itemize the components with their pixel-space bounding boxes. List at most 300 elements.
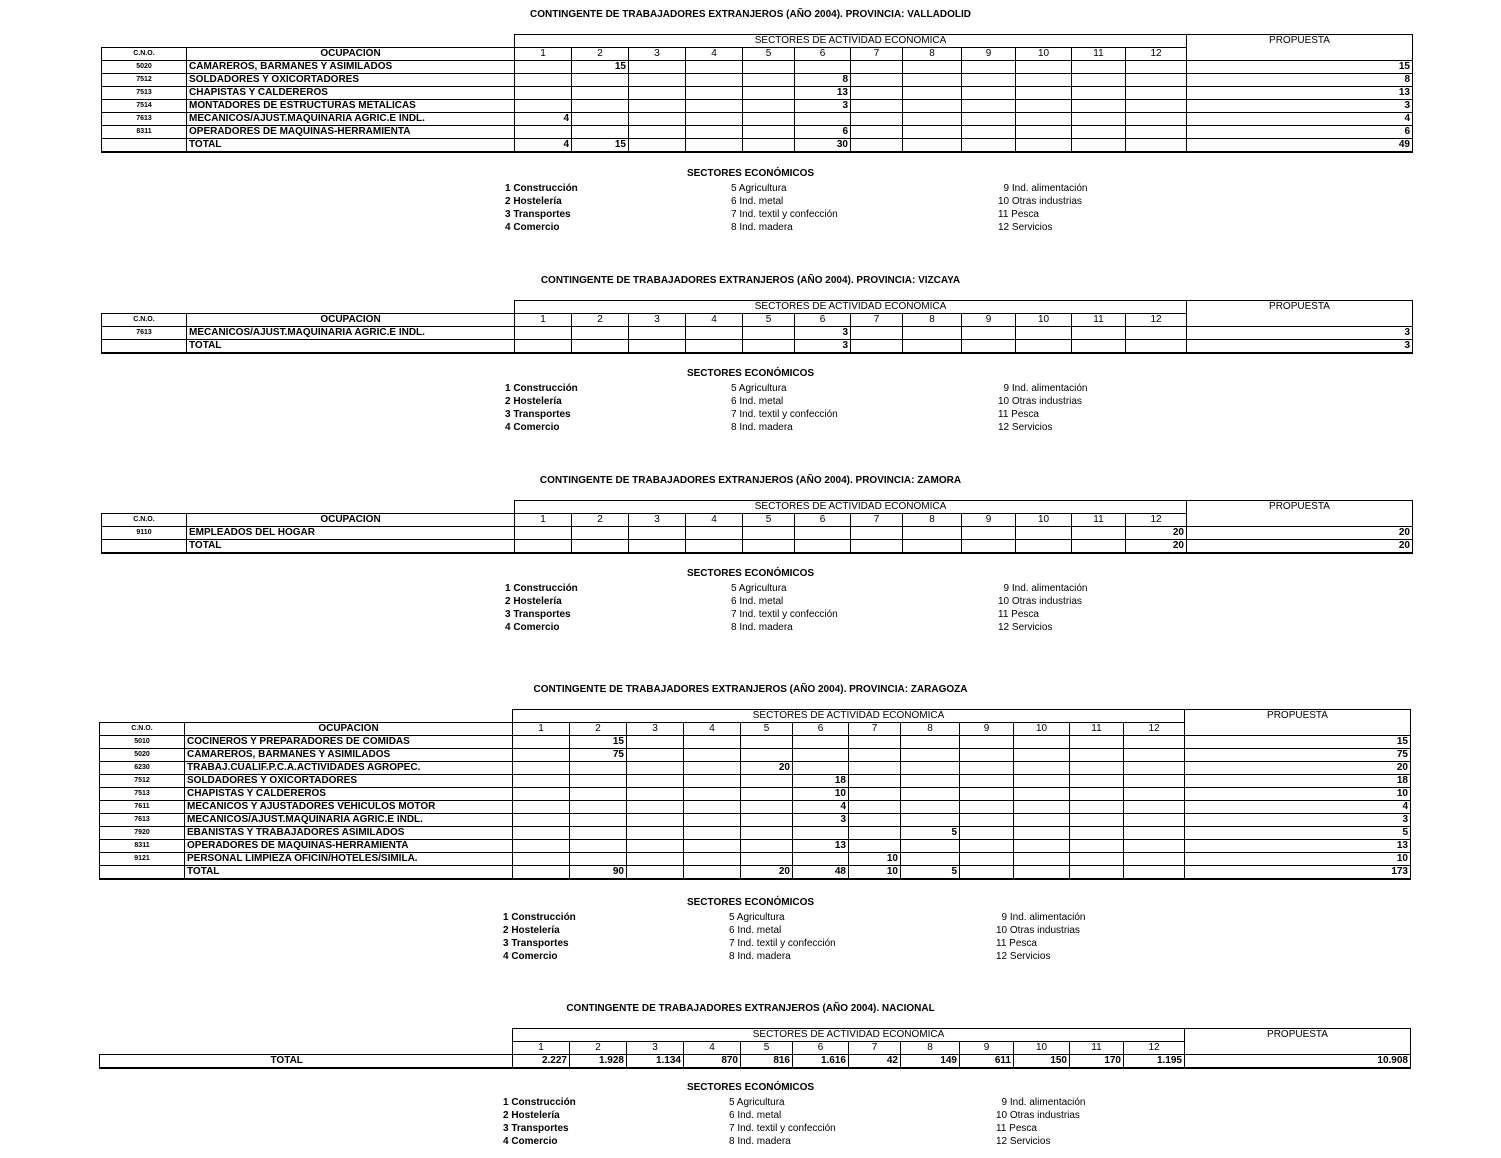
cno-code: 7613	[100, 814, 185, 827]
total-sector-value	[1072, 139, 1126, 153]
sector-value	[743, 113, 795, 126]
sector-value	[1014, 775, 1070, 788]
total-sector-value	[515, 340, 572, 354]
cno-code: 8311	[102, 126, 187, 139]
sector-value	[1014, 814, 1070, 827]
total-sector-value: 42	[849, 1055, 901, 1069]
occupation-name: PERSONAL LIMPIEZA OFICIN/HOTELES/SIMILA.	[185, 853, 513, 866]
occupation-name: SOLDADORES Y OXICORTADORES	[185, 775, 513, 788]
cno-code: 7613	[102, 113, 187, 126]
sector-value	[1016, 74, 1072, 87]
section-title: CONTINGENTE DE TRABAJADORES EXTRANJEROS (AÑO 2004). PROVINCIA: VIZCAYA	[540, 275, 961, 286]
sector-value	[960, 801, 1014, 814]
sector-value	[903, 74, 962, 87]
legend-item: 2 Hostelería	[503, 925, 560, 936]
sector-number-header: 10	[1016, 514, 1072, 527]
sector-value	[962, 61, 1016, 74]
table-row	[100, 775, 1411, 788]
sector-value	[513, 749, 570, 762]
cno-code: 7513	[100, 788, 185, 801]
occupation-name: MECANICOS/AJUST.MAQUINARIA AGRIC.E INDL.	[185, 814, 513, 827]
sector-number-header: 8	[903, 514, 962, 527]
sector-value	[1070, 840, 1124, 853]
sector-number-header: 3	[627, 1042, 684, 1055]
sector-value	[962, 87, 1016, 100]
cno-header: C.N.O.	[102, 314, 187, 327]
sector-value	[1016, 87, 1072, 100]
sector-value	[1014, 762, 1070, 775]
sector-value	[1126, 126, 1187, 139]
sectors-header: SECTORES DE ACTIVIDAD ECONÓMICA	[515, 501, 1187, 514]
total-sector-value	[513, 866, 570, 880]
sector-value	[1124, 788, 1185, 801]
sector-number-header: 3	[627, 723, 684, 736]
sector-number-header: 4	[684, 1042, 741, 1055]
sector-value	[515, 527, 572, 540]
total-sector-value: 48	[793, 866, 849, 880]
sector-value	[1014, 840, 1070, 853]
sector-number-header: 4	[686, 514, 743, 527]
cno-code: 7512	[100, 775, 185, 788]
legend-item: 5 Agricultura	[729, 912, 785, 923]
section-title: CONTINGENTE DE TRABAJADORES EXTRANJEROS (AÑO 2004). PROVINCIA: ZAMORA	[539, 475, 962, 486]
total-label: TOTAL	[187, 540, 515, 554]
sector-value	[686, 113, 743, 126]
sector-number-header: 2	[570, 1042, 627, 1055]
legend-column	[998, 182, 1088, 234]
sector-value	[572, 74, 629, 87]
total-sector-value	[1126, 340, 1187, 354]
occupation-name: OPERADORES DE MAQUINAS-HERRAMIENTA	[185, 840, 513, 853]
section-title: CONTINGENTE DE TRABAJADORES EXTRANJEROS (AÑO 2004). PROVINCIA: VALLADOLID	[530, 9, 971, 20]
sector-value	[960, 775, 1014, 788]
sector-number-header: 5	[741, 1042, 793, 1055]
sector-number-header: 8	[903, 48, 962, 61]
cno-header: C.N.O.	[100, 723, 185, 736]
total-sector-value	[686, 340, 743, 354]
total-sector-value: 1.928	[570, 1055, 627, 1069]
legend-item: 4 Comercio	[505, 622, 560, 633]
sector-value	[686, 527, 743, 540]
legend-item: 4 Comercio	[505, 222, 560, 233]
sector-number-header: 6	[793, 723, 849, 736]
sector-value	[1072, 113, 1126, 126]
total-sector-value	[1014, 866, 1070, 880]
legend-item: 4 Comercio	[503, 951, 558, 962]
total-sector-value: 1.134	[627, 1055, 684, 1069]
sector-value	[1124, 762, 1185, 775]
total-sector-value	[629, 540, 686, 554]
occupation-header: OCUPACIÓN	[185, 723, 513, 736]
legend-item: 6 Ind. metal	[729, 1110, 782, 1121]
sector-number-header: 12	[1124, 1042, 1185, 1055]
sector-value	[795, 527, 851, 540]
sector-number-header: 1	[515, 514, 572, 527]
total-sector-value	[686, 139, 743, 153]
sector-value	[901, 814, 960, 827]
proposal-header: PROPUESTA	[1185, 1029, 1411, 1055]
total-label: TOTAL	[187, 139, 515, 153]
sector-number-header: 8	[901, 723, 960, 736]
legend-item: 5 Agricultura	[729, 1097, 785, 1108]
legend-item: 6 Ind. metal	[731, 596, 784, 607]
sector-value	[1126, 327, 1187, 340]
sector-value	[1016, 126, 1072, 139]
sector-value	[629, 527, 686, 540]
occupation-name: MECANICOS/AJUST.MAQUINARIA AGRIC.E INDL.	[187, 113, 515, 126]
sector-value	[513, 814, 570, 827]
sector-value	[1070, 775, 1124, 788]
sector-value	[684, 827, 741, 840]
sector-number-header: 3	[629, 514, 686, 527]
occupation-name: CHAPISTAS Y CALDEREROS	[187, 87, 515, 100]
total-sector-value	[627, 866, 684, 880]
total-sector-value	[1016, 540, 1072, 554]
sector-value	[684, 762, 741, 775]
total-sector-value: 20	[1126, 540, 1187, 554]
legend-item: 8 Ind. madera	[731, 222, 793, 233]
sector-number-header: 8	[903, 314, 962, 327]
total-sector-value	[515, 540, 572, 554]
sector-value	[851, 527, 903, 540]
sector-number-header: 4	[684, 723, 741, 736]
legend-column	[729, 911, 836, 963]
proposal-header: PROPUESTA	[1187, 301, 1413, 327]
legend-item: 3 Transportes	[505, 609, 571, 620]
sector-value	[793, 853, 849, 866]
legend-item: 1 Construcción	[503, 1097, 576, 1108]
occupation-name: CHAPISTAS Y CALDEREROS	[185, 788, 513, 801]
sector-number-header: 11	[1072, 314, 1126, 327]
cno-code: 7512	[102, 74, 187, 87]
sector-value	[1014, 801, 1070, 814]
table-row	[102, 87, 1413, 100]
proposal-value: 75	[1185, 749, 1411, 762]
sector-value	[741, 736, 793, 749]
legend-column	[505, 182, 578, 234]
sector-value	[684, 736, 741, 749]
sector-value	[1014, 853, 1070, 866]
sector-value	[1070, 827, 1124, 840]
sector-number-header: 4	[686, 314, 743, 327]
total-sector-value	[1126, 139, 1187, 153]
legend-item: 7 Ind. textil y confección	[731, 409, 838, 420]
total-proposal-value: 20	[1187, 540, 1413, 554]
sector-value: 20	[1126, 527, 1187, 540]
legend-item: 5 Agricultura	[731, 583, 787, 594]
occupation-header: OCUPACIÓN	[187, 514, 515, 527]
legend-column	[996, 1096, 1086, 1148]
total-label: TOTAL	[185, 866, 513, 880]
contingent-table	[99, 709, 1411, 880]
occupation-name: SOLDADORES Y OXICORTADORES	[187, 74, 515, 87]
table-row	[100, 827, 1411, 840]
sector-value	[515, 327, 572, 340]
sector-number-header: 12	[1126, 314, 1187, 327]
contingent-table	[101, 500, 1413, 554]
total-sector-value	[684, 866, 741, 880]
legend-column	[731, 582, 838, 634]
proposal-value: 3	[1187, 327, 1413, 340]
sector-value	[684, 853, 741, 866]
sector-value	[1124, 853, 1185, 866]
legend-title: SECTORES ECONÓMICOS	[686, 568, 815, 579]
legend-item: 10 Otras industrias	[996, 925, 1080, 936]
sector-value: 10	[793, 788, 849, 801]
total-sector-value	[903, 540, 962, 554]
legend-item: 5 Agricultura	[731, 183, 787, 194]
legend-item: 11 Pesca	[996, 938, 1037, 949]
sector-value	[962, 327, 1016, 340]
legend-item: 6 Ind. metal	[729, 925, 782, 936]
sector-value	[1014, 749, 1070, 762]
sector-value	[629, 113, 686, 126]
sector-value	[903, 527, 962, 540]
sector-value	[1072, 61, 1126, 74]
legend-column	[731, 182, 838, 234]
sector-value	[572, 126, 629, 139]
sector-value	[684, 814, 741, 827]
legend-item: 1 Construcción	[505, 183, 578, 194]
sector-number-header: 9	[960, 723, 1014, 736]
cno-code: 5020	[100, 749, 185, 762]
sector-value	[903, 87, 962, 100]
sector-value	[1124, 775, 1185, 788]
sector-number-header: 12	[1124, 723, 1185, 736]
sector-value	[572, 113, 629, 126]
sector-number-header: 7	[849, 723, 901, 736]
legend-title: SECTORES ECONÓMICOS	[686, 368, 815, 379]
total-sector-value: 150	[1014, 1055, 1070, 1069]
sector-number-header: 1	[515, 314, 572, 327]
total-sector-value: 611	[960, 1055, 1014, 1069]
sector-value: 8	[795, 74, 851, 87]
legend-item: 9 Ind. alimentación	[998, 583, 1088, 594]
total-sector-value	[743, 340, 795, 354]
total-sector-value	[960, 866, 1014, 880]
sector-number-header: 9	[962, 514, 1016, 527]
sector-value	[684, 775, 741, 788]
proposal-value: 15	[1187, 61, 1413, 74]
total-sector-value: 1.616	[793, 1055, 849, 1069]
legend-item: 10 Otras industrias	[998, 396, 1082, 407]
sector-value	[960, 788, 1014, 801]
total-sector-value: 3	[795, 340, 851, 354]
total-sector-value	[743, 139, 795, 153]
occupation-name: EBANISTAS Y TRABAJADORES ASIMILADOS	[185, 827, 513, 840]
occupation-name: CAMAREROS, BARMANES Y ASIMILADOS	[185, 749, 513, 762]
sector-value	[686, 61, 743, 74]
sector-value	[686, 126, 743, 139]
total-sector-value: 2.227	[513, 1055, 570, 1069]
sector-number-header: 6	[793, 1042, 849, 1055]
sector-value	[851, 87, 903, 100]
sector-value	[627, 762, 684, 775]
total-sector-value: 20	[741, 866, 793, 880]
sector-number-header: 11	[1070, 723, 1124, 736]
sector-number-header: 1	[513, 1042, 570, 1055]
sector-value: 5	[901, 827, 960, 840]
sector-value	[627, 827, 684, 840]
proposal-value: 10	[1185, 853, 1411, 866]
total-sector-value	[1070, 866, 1124, 880]
sector-number-header: 9	[962, 48, 1016, 61]
proposal-header: PROPUESTA	[1187, 501, 1413, 527]
legend-item: 1 Construcción	[505, 383, 578, 394]
sector-value	[743, 74, 795, 87]
sector-value	[1072, 527, 1126, 540]
legend-column	[731, 382, 838, 434]
sector-value	[1016, 100, 1072, 113]
sector-number-header: 6	[795, 514, 851, 527]
proposal-value: 4	[1185, 801, 1411, 814]
sector-value	[684, 788, 741, 801]
total-sector-value	[572, 540, 629, 554]
total-row	[102, 540, 1413, 554]
sector-value	[629, 100, 686, 113]
contingent-table	[99, 1028, 1411, 1069]
sector-value	[570, 853, 627, 866]
legend-item: 9 Ind. alimentación	[998, 383, 1088, 394]
cno-code: 7611	[100, 801, 185, 814]
sector-number-header: 6	[795, 314, 851, 327]
sector-value	[741, 749, 793, 762]
total-sector-value	[1124, 866, 1185, 880]
total-sector-value: 816	[741, 1055, 793, 1069]
sector-value	[627, 853, 684, 866]
sector-value	[962, 74, 1016, 87]
table-row	[100, 801, 1411, 814]
sector-value	[513, 801, 570, 814]
legend-item: 12 Servicios	[998, 422, 1053, 433]
sector-value	[570, 801, 627, 814]
legend-item: 11 Pesca	[998, 209, 1039, 220]
sector-value	[572, 327, 629, 340]
sector-number-header: 8	[901, 1042, 960, 1055]
total-proposal-value: 3	[1187, 340, 1413, 354]
sector-value: 3	[795, 100, 851, 113]
sector-value	[572, 87, 629, 100]
sector-number-header: 2	[572, 48, 629, 61]
sector-value	[793, 827, 849, 840]
legend-column	[503, 911, 576, 963]
table-row	[100, 762, 1411, 775]
total-sector-value	[686, 540, 743, 554]
cno-code: 5020	[102, 61, 187, 74]
total-sector-value: 15	[572, 139, 629, 153]
sector-value: 15	[570, 736, 627, 749]
legend-column	[503, 1096, 576, 1148]
sectors-header: SECTORES DE ACTIVIDAD ECONÓMICA	[515, 35, 1187, 48]
sector-number-header: 3	[629, 48, 686, 61]
sector-value	[901, 775, 960, 788]
proposal-value: 3	[1187, 100, 1413, 113]
total-sector-value	[1072, 540, 1126, 554]
sector-value	[903, 100, 962, 113]
sector-number-header: 11	[1072, 48, 1126, 61]
sector-value	[901, 749, 960, 762]
sector-value: 20	[741, 762, 793, 775]
table-row	[100, 788, 1411, 801]
occupation-name: MECANICOS Y AJUSTADORES VEHICULOS MOTOR	[185, 801, 513, 814]
sector-value	[851, 327, 903, 340]
sector-value	[1070, 853, 1124, 866]
sector-value	[793, 736, 849, 749]
sector-value	[684, 840, 741, 853]
occupation-header: OCUPACIÓN	[187, 48, 515, 61]
legend-item: 11 Pesca	[996, 1123, 1037, 1134]
sector-value	[903, 113, 962, 126]
total-sector-value: 170	[1070, 1055, 1124, 1069]
sector-value	[513, 788, 570, 801]
sector-number-header: 12	[1126, 48, 1187, 61]
sector-number-header: 1	[513, 723, 570, 736]
total-sector-value: 4	[515, 139, 572, 153]
sector-value	[849, 749, 901, 762]
sector-value	[741, 775, 793, 788]
sector-value: 13	[795, 87, 851, 100]
table-row	[102, 126, 1413, 139]
legend-column	[998, 582, 1088, 634]
total-sector-value	[743, 540, 795, 554]
legend-item: 10 Otras industrias	[996, 1110, 1080, 1121]
sector-number-header: 10	[1014, 1042, 1070, 1055]
total-label: TOTAL	[185, 1055, 513, 1069]
cno-code: 7514	[102, 100, 187, 113]
sector-value	[849, 762, 901, 775]
sector-value	[962, 113, 1016, 126]
sector-value	[627, 749, 684, 762]
occupation-name: MECANICOS/AJUST.MAQUINARIA AGRIC.E INDL.	[187, 327, 515, 340]
sector-value	[903, 327, 962, 340]
sector-value	[629, 74, 686, 87]
sector-value	[627, 801, 684, 814]
total-sector-value	[851, 540, 903, 554]
sector-value	[793, 749, 849, 762]
legend-item: 2 Hostelería	[505, 196, 562, 207]
sector-value	[743, 100, 795, 113]
legend-item: 1 Construcción	[505, 583, 578, 594]
sector-value	[513, 853, 570, 866]
sector-value	[743, 327, 795, 340]
total-sector-value	[962, 340, 1016, 354]
sector-number-header: 3	[629, 314, 686, 327]
sector-value	[515, 126, 572, 139]
legend-column	[505, 382, 578, 434]
sector-value	[572, 100, 629, 113]
cno-code: 9110	[102, 527, 187, 540]
total-sector-value	[1072, 340, 1126, 354]
sector-number-header: 9	[960, 1042, 1014, 1055]
proposal-value: 8	[1187, 74, 1413, 87]
sector-value	[627, 736, 684, 749]
sector-value: 6	[795, 126, 851, 139]
proposal-value: 18	[1185, 775, 1411, 788]
occupation-name: OPERADORES DE MAQUINAS-HERRAMIENTA	[187, 126, 515, 139]
sector-number-header: 9	[962, 314, 1016, 327]
sector-number-header: 5	[743, 314, 795, 327]
total-sector-value: 5	[901, 866, 960, 880]
sector-value	[684, 749, 741, 762]
legend-item: 3 Transportes	[503, 938, 569, 949]
sectors-header: SECTORES DE ACTIVIDAD ECONÓMICA	[513, 1029, 1185, 1042]
sector-number-header: 2	[572, 314, 629, 327]
sector-value	[513, 827, 570, 840]
legend-item: 10 Otras industrias	[998, 196, 1082, 207]
legend-item: 7 Ind. textil y confección	[731, 609, 838, 620]
sector-value	[901, 736, 960, 749]
total-sector-value	[903, 340, 962, 354]
